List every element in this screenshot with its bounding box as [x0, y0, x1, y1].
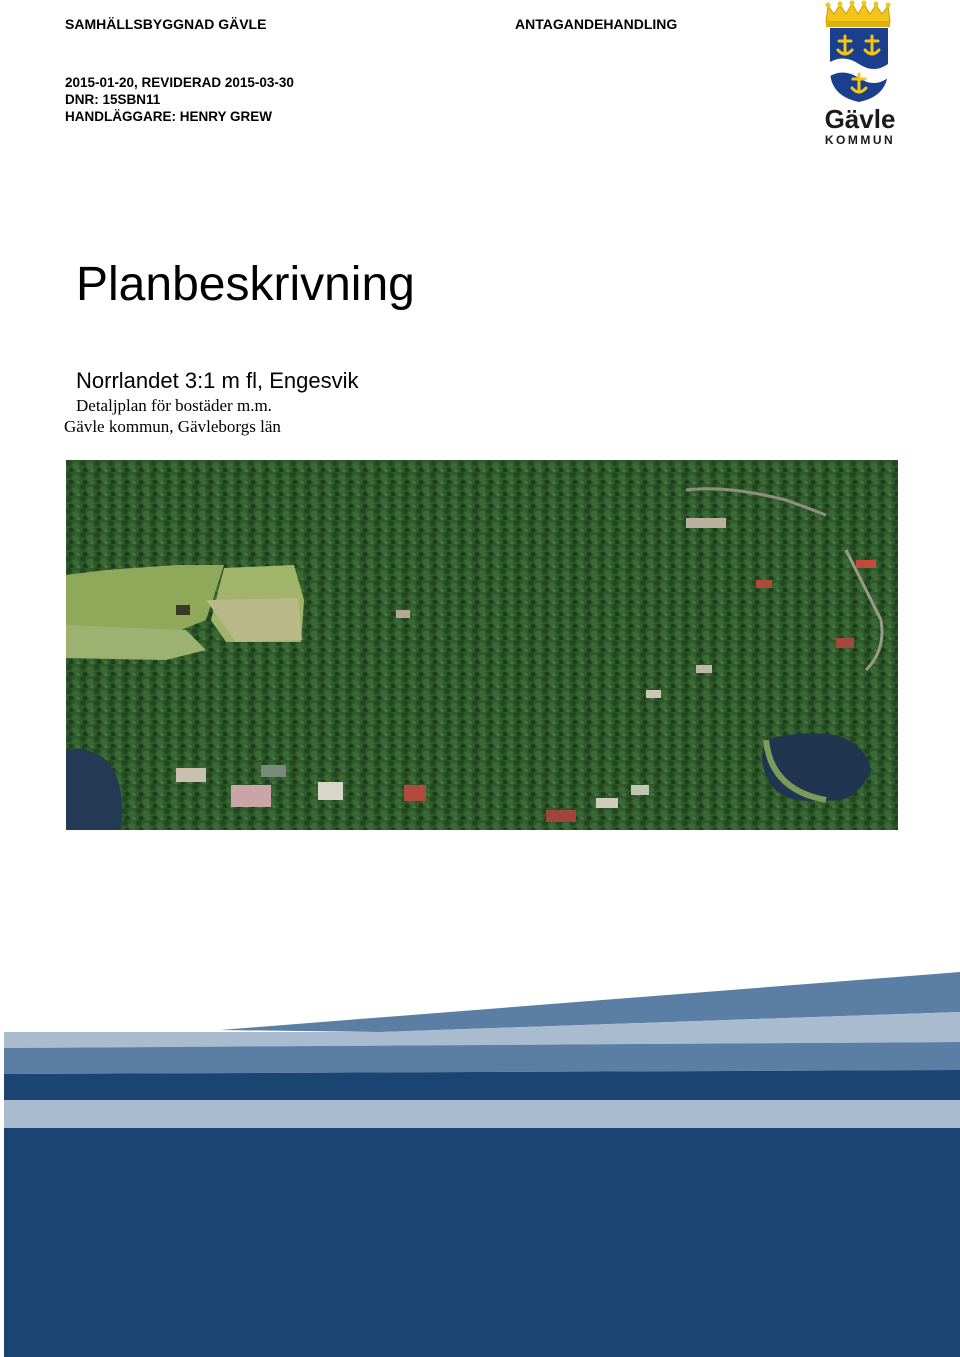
county-line: Gävle kommun, Gävleborgs län [64, 417, 281, 436]
logo-name: Gävle [824, 104, 896, 134]
department-label: SAMHÄLLSBYGGNAD GÄVLE [65, 16, 267, 32]
handler-line: HANDLÄGGARE: HENRY GREW [65, 109, 273, 124]
band-navy-1 [4, 1070, 960, 1100]
aerial-photo [66, 460, 898, 830]
gavle-logo [812, 0, 908, 148]
document-type-label: ANTAGANDEHANDLING [515, 16, 678, 32]
decorative-bands [0, 970, 960, 1357]
band-light-2 [4, 1100, 960, 1128]
date-line: 2015-01-20, REVIDERAD 2015-03-30 [65, 75, 294, 90]
band-navy-base [4, 1128, 960, 1157]
page-title: Planbeskrivning [76, 258, 415, 311]
logo-sub: KOMMUN [824, 133, 896, 147]
band-navy-bottom [4, 1156, 960, 1357]
dnr-line: DNR: 15SBN11 [65, 92, 161, 107]
coat-of-arms-icon [826, 1, 891, 103]
plan-type: Detaljplan för bostäder m.m. [76, 396, 272, 415]
plan-subtitle: Norrlandet 3:1 m fl, Engesvik [76, 368, 359, 393]
